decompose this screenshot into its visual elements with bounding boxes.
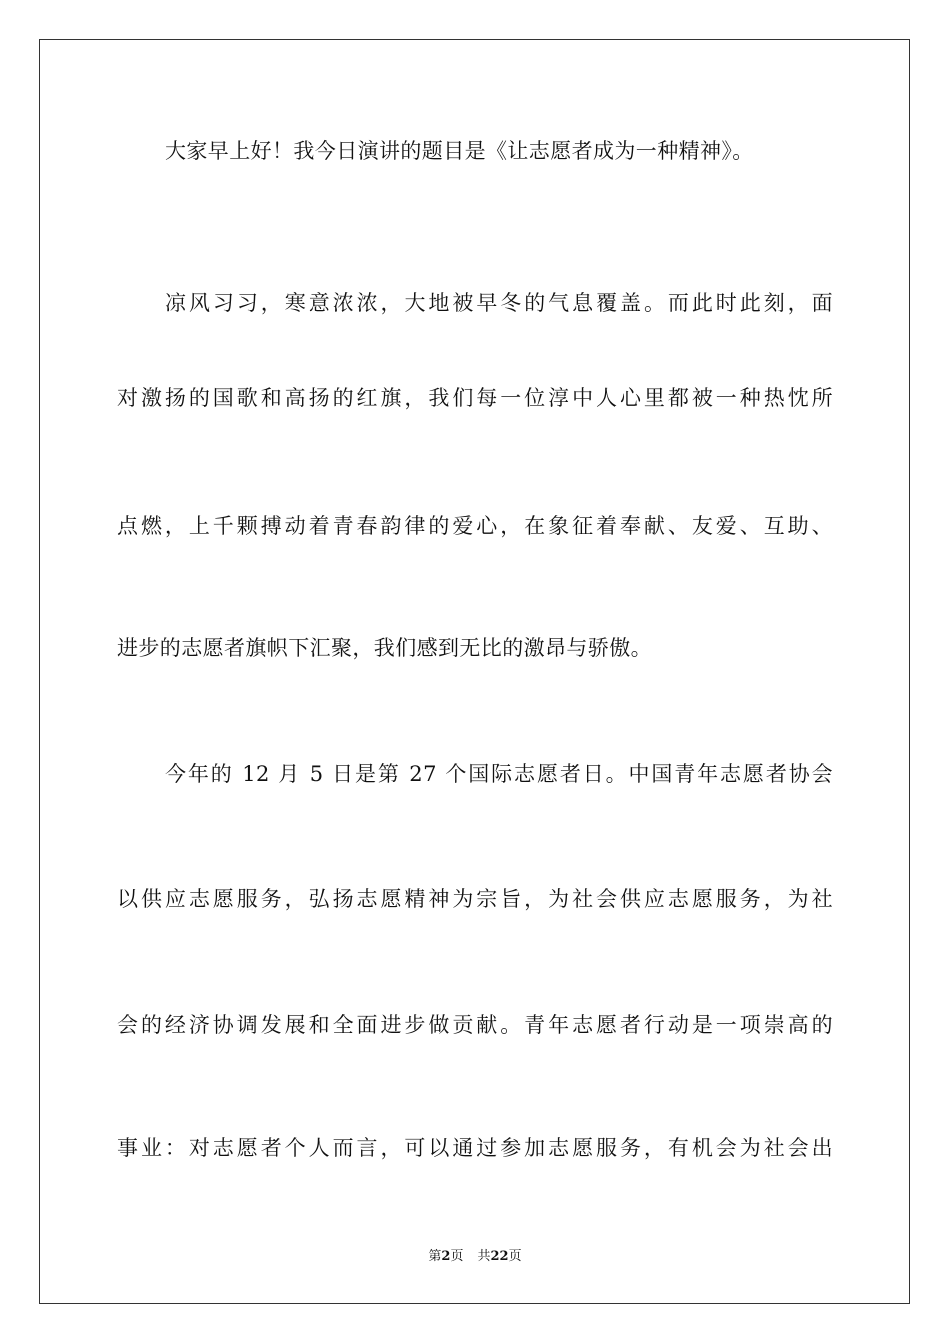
paragraph-3-line-3: 会的经济协调发展和全面进步做贡献。青年志愿者行动是一项崇高的: [117, 1013, 833, 1037]
paragraph-3-line-2: 以供应志愿服务，弘扬志愿精神为宗旨，为社会供应志愿服务，为社: [117, 887, 833, 911]
footer-total-prefix: 共: [477, 1249, 491, 1264]
footer-page-suffix: 页: [450, 1249, 464, 1264]
footer-page-number: 2: [441, 1249, 451, 1264]
paragraph-3-line-1: 今年的 12 月 5 日是第 27 个国际志愿者日。中国青年志愿者协会: [165, 762, 833, 786]
page-footer: [0, 1248, 950, 1266]
paragraph-2-line-2: 对激扬的国歌和高扬的红旗，我们每一位淳中人心里都被一种热忱所: [117, 386, 833, 410]
paragraph-2-line-1: 凉风习习，寒意浓浓，大地被早冬的气息覆盖。而此时此刻，面: [165, 291, 833, 315]
paragraph-3-line-4: 事业：对志愿者个人而言，可以通过参加志愿服务，有机会为社会出: [117, 1136, 833, 1160]
paragraph-2-line-4: 进步的志愿者旗帜下汇聚，我们感到无比的激昂与骄傲。: [117, 636, 652, 660]
paragraph-1-line-1: 大家早上好！我今日演讲的题目是《让志愿者成为一种精神》。: [165, 139, 754, 163]
footer-page-prefix: 第: [428, 1249, 442, 1264]
page-border: [39, 39, 910, 1304]
paragraph-2-line-3: 点燃，上千颗搏动着青春韵律的爱心，在象征着奉献、友爱、互助、: [117, 514, 833, 538]
footer-total-suffix: 页: [508, 1249, 522, 1264]
footer-total-pages: 22: [490, 1249, 509, 1264]
